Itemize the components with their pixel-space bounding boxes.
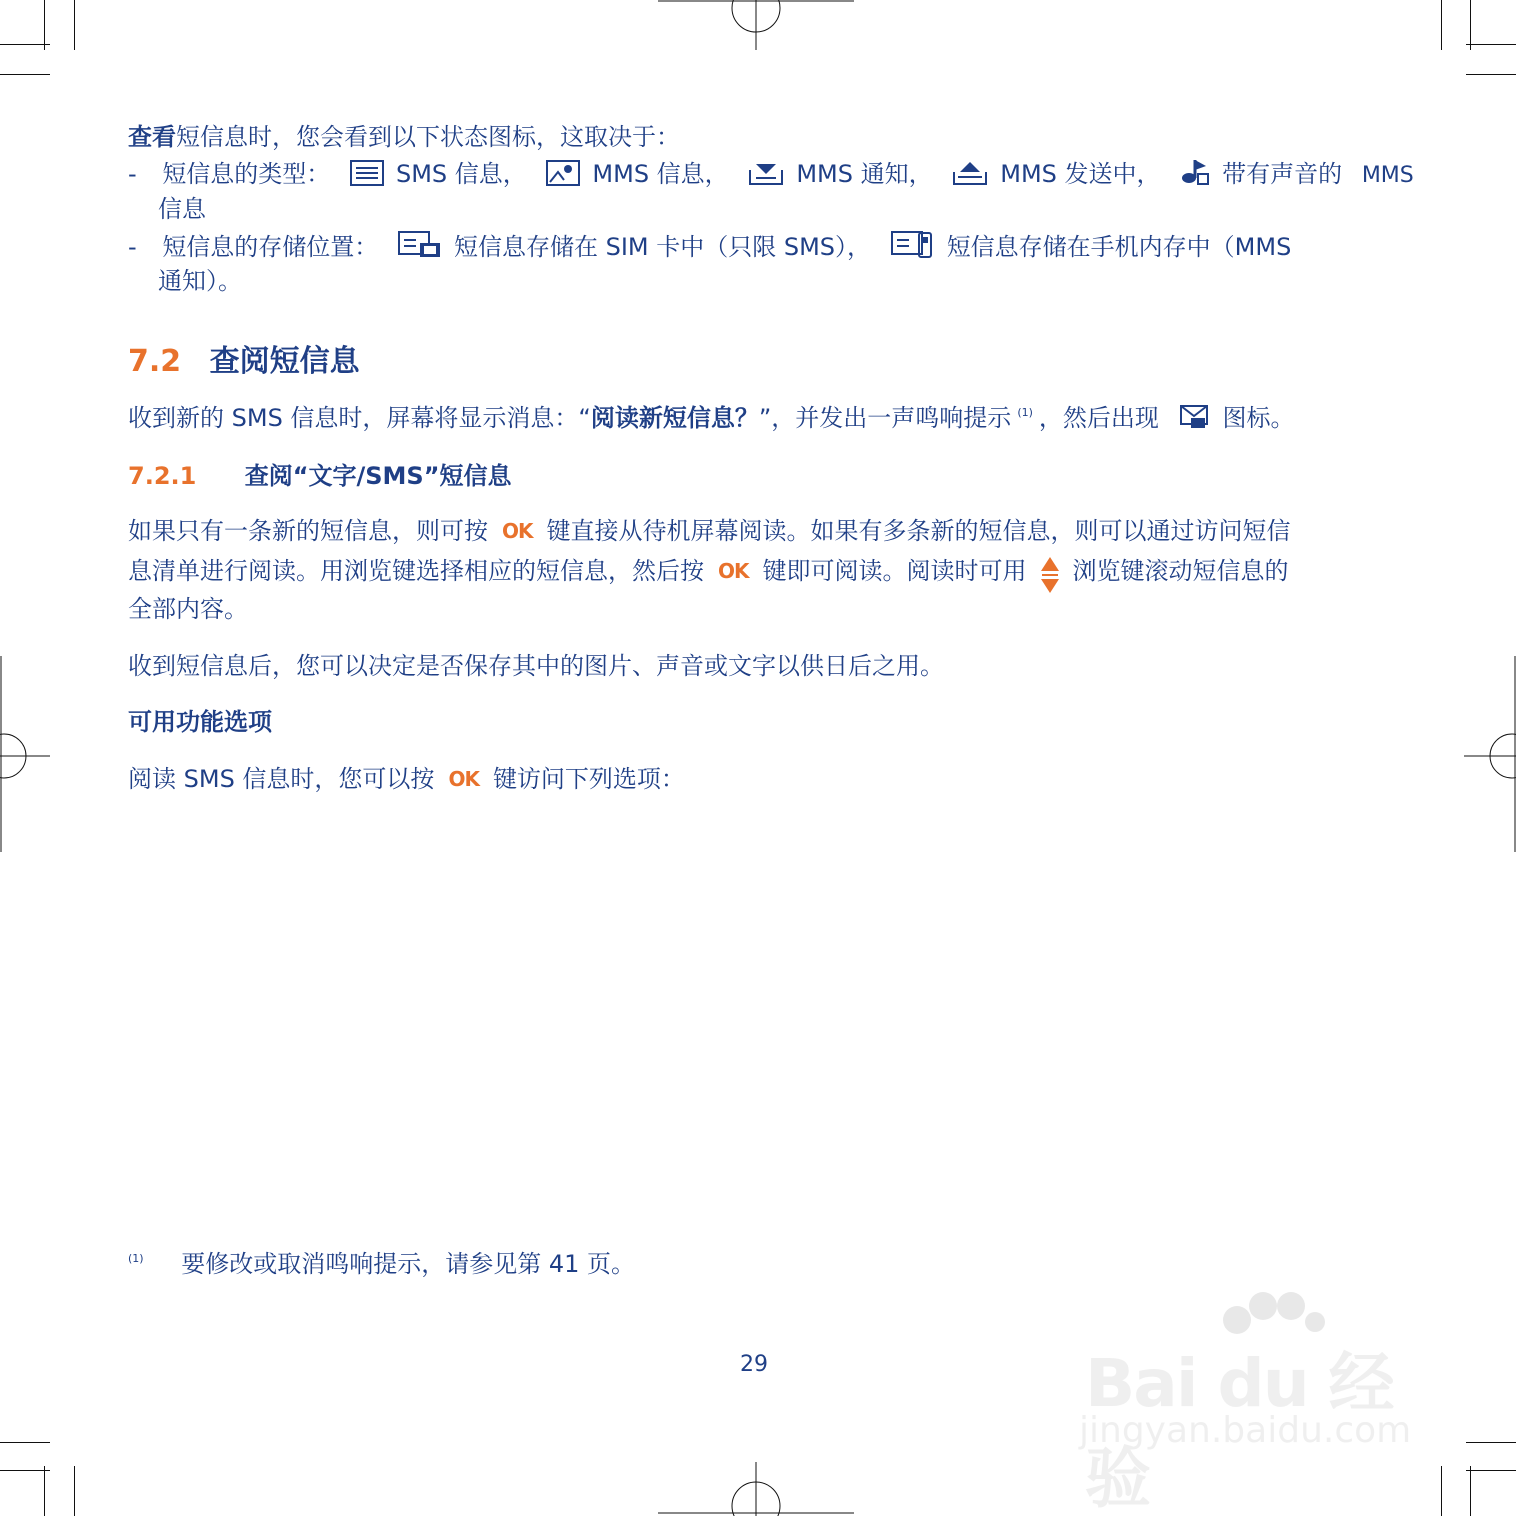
watermark-sub: jingyan.baidu.com xyxy=(1079,1410,1412,1451)
page-number: 29 xyxy=(740,1352,768,1377)
bullet-storage-continuation: 通知）。 xyxy=(158,267,242,295)
para3-text: 阅读 SMS 信息时，您可以按 xyxy=(128,765,435,793)
para3-text: 键访问下列选项： xyxy=(492,765,685,793)
up-down-navigation-icon xyxy=(1039,555,1061,595)
para1-line3: 全部内容。 xyxy=(128,595,248,623)
bullet-message-type-continuation: 信息 xyxy=(158,195,206,223)
watermark-main: Bai du 经验 xyxy=(1085,1345,1393,1517)
para1-text: 键直接从待机屏幕阅读。如果有多条新的短信息，则可以通过访问短信 xyxy=(546,517,1291,545)
section-para-part3: ，然后出现 xyxy=(1038,404,1159,432)
new-message-icon xyxy=(1179,402,1211,437)
para1-text: 息清单进行阅读。用浏览键选择相应的短信息，然后按 xyxy=(128,557,704,585)
bullet-dash: - xyxy=(128,233,137,261)
footnote xyxy=(128,1244,635,1279)
section-para-part1: 收到新的 SMS 信息时，屏幕将显示消息：“ xyxy=(128,404,591,432)
intro-line xyxy=(128,122,680,152)
section-para-part2: ”，并发出一声鸣响提示 xyxy=(758,404,1012,432)
mms-sending-label: MMS 发送中， xyxy=(1000,160,1161,188)
para2: 收到短信息后，您可以决定是否保存其中的图片、声音或文字以供日后之用。 xyxy=(128,652,944,680)
subsection-number: 7.2.1 xyxy=(128,462,197,490)
mms-notification-label: MMS 通知， xyxy=(796,160,933,188)
footnote-ref: (1) xyxy=(1017,406,1033,419)
bullet-lead: 短信息的类型： xyxy=(162,160,331,188)
para1-text: 如果只有一条新的短信息，则可按 xyxy=(128,517,488,545)
intro-bold-word: 查看 xyxy=(128,123,176,151)
options-heading: 可用功能选项 xyxy=(128,708,272,736)
ok-key-icon: OK xyxy=(502,519,533,543)
registration-mark-bottom xyxy=(658,1462,858,1516)
para1-text: 浏览键滚动短信息的 xyxy=(1072,557,1289,585)
para1-line1 xyxy=(128,516,1291,546)
section-para-part4: 图标。 xyxy=(1222,404,1295,432)
mms-icon xyxy=(546,160,580,193)
subsection-title: 查阅“文字/SMS”短信息 xyxy=(244,462,512,490)
registration-mark-top xyxy=(658,0,858,52)
ok-key-icon: OK xyxy=(448,767,479,791)
sms-label: SMS 信息， xyxy=(395,160,527,188)
mms-notification-icon xyxy=(748,160,784,193)
bullet-lead: 短信息的存储位置： xyxy=(162,233,379,261)
bullet-dash: - xyxy=(128,160,137,188)
mms-sending-icon xyxy=(952,160,988,193)
footnote-text: 要修改或取消鸣响提示，请参见第 41 页。 xyxy=(181,1250,636,1278)
baidu-watermark xyxy=(1075,1290,1435,1517)
phone-storage-label: 短信息存储在手机内存中（MMS xyxy=(946,233,1292,261)
registration-mark-left xyxy=(0,656,52,856)
section-number: 7.2 xyxy=(128,344,182,379)
registration-mark-right xyxy=(1464,656,1516,856)
sim-storage-label: 短信息存储在 SIM 卡中（只限 SMS）， xyxy=(453,233,872,261)
mms-tail: MMS xyxy=(1361,163,1414,188)
section-heading xyxy=(128,336,360,380)
phone-storage-icon xyxy=(891,231,935,266)
para1-text: 键即可阅读。阅读时可用 xyxy=(762,557,1027,585)
sms-icon xyxy=(350,160,384,193)
mms-sound-label: 带有声音的 xyxy=(1222,160,1343,188)
section-para-bold: 阅读新短信息？ xyxy=(590,404,759,432)
para1-line2 xyxy=(128,555,1289,595)
bullet-storage-location xyxy=(128,231,1291,266)
ok-key-icon: OK xyxy=(718,559,749,583)
sim-storage-icon xyxy=(398,231,442,266)
intro-text: 短信息时，您会看到以下状态图标，这取决于： xyxy=(176,123,680,151)
section-title: 查阅短信息 xyxy=(209,344,360,379)
section-paragraph xyxy=(128,398,1295,437)
footnote-marker: (1) xyxy=(128,1252,144,1265)
bullet-message-type xyxy=(128,158,1414,193)
mms-sound-icon xyxy=(1180,158,1210,193)
mms-label: MMS 信息， xyxy=(592,160,729,188)
para3 xyxy=(128,764,685,794)
subsection-heading xyxy=(128,456,511,491)
